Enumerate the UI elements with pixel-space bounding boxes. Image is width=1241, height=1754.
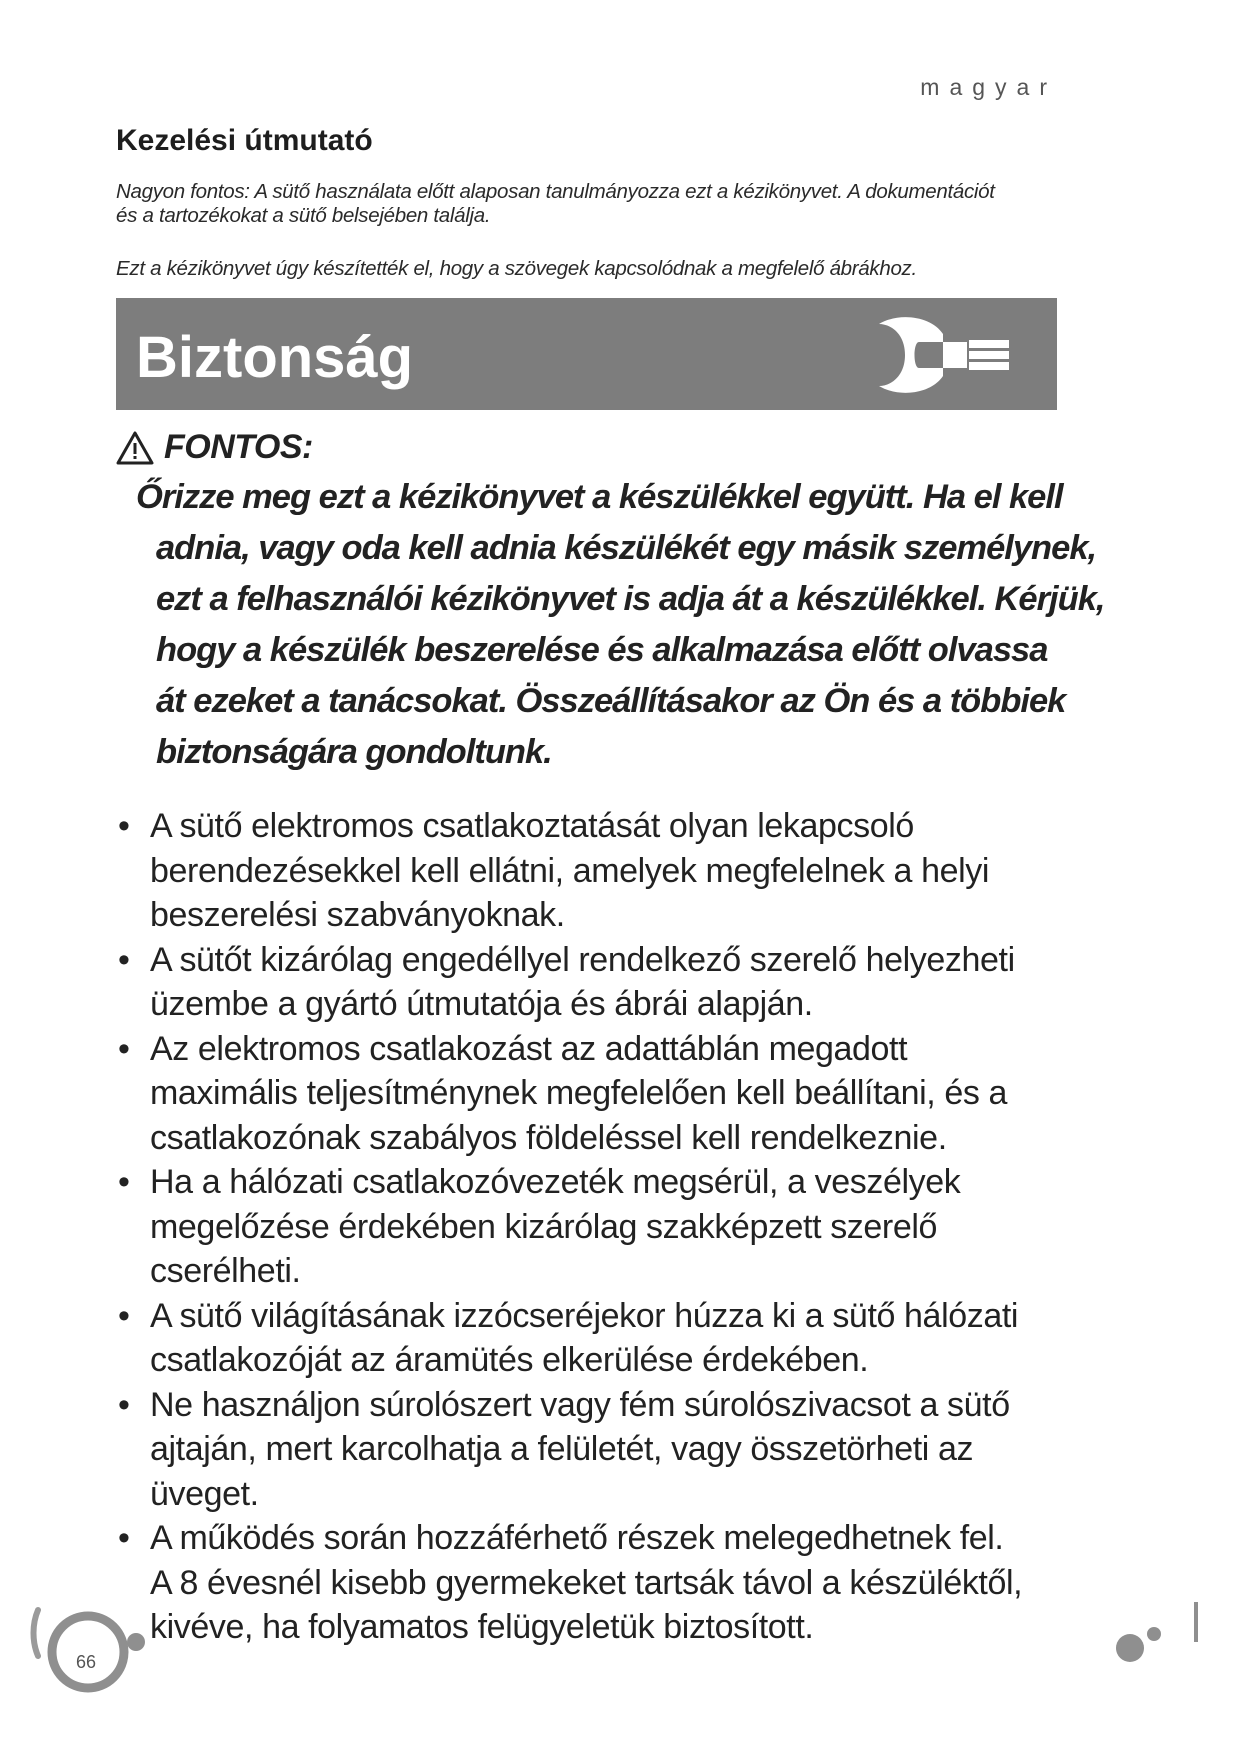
safety-bullet-list (116, 804, 1076, 1650)
bullet-line: beszerelési szabványoknak. (150, 896, 565, 934)
bullet-line: berendezésekkel kell ellátni, amelyek megfelelnek a helyi (150, 851, 990, 890)
intro-line-1: Nagyon fontos: A sütő használata előtt alaposan tanulmányozza ezt a kézikönyvet. A dokumentációt (116, 180, 995, 203)
intro-paragraph-2: Ezt a kézikönyvet úgy készítették el, hogy a szövegek kapcsolódnak a megfelelő ábrákhoz. (116, 257, 917, 280)
bullet-item (116, 1160, 1076, 1294)
safety-banner (116, 298, 1057, 410)
bullet-line: Ha a hálózati csatlakozóvezeték megsérül, a veszélyek (150, 1163, 961, 1201)
bullet-line: A 8 évesnél kisebb gyermekeket tartsák távol a készüléktől, (150, 1563, 1023, 1602)
bullet-line: csatlakozónak szabályos földeléssel kell rendelkeznie. (150, 1118, 947, 1157)
important-line: hogy a készülék beszerelése és alkalmazása előtt olvassa (156, 631, 1048, 669)
important-line: biztonságára gondoltunk. (156, 733, 552, 771)
important-line: adnia, vagy oda kell adnia készülékét egy másik személynek, (156, 529, 1097, 567)
bullet-line: megelőzése érdekében kizárólag szakképzett szerelő (150, 1207, 938, 1246)
bullet-line: cserélheti. (150, 1252, 301, 1290)
bullet-item (116, 1294, 1076, 1383)
page-number: 66 (76, 1652, 97, 1672)
bullet-line: A sütőt kizárólag engedéllyel rendelkező szerelő helyezheti (150, 940, 1015, 979)
bullet-line: A sütő elektromos csatlakoztatását olyan lekapcsoló (150, 807, 914, 845)
bullet-line: maximális teljesítménynek megfelelően kell beállítani, és a (150, 1074, 1008, 1112)
bullet-item (116, 1516, 1076, 1650)
bullet-item (116, 938, 1076, 1027)
important-text (136, 472, 1105, 778)
important-line: Őrizze meg ezt a kézikönyvet a készülékkel együtt. Ha el kell (136, 478, 1063, 516)
intro-paragraph-1 (116, 180, 1066, 228)
section-title: Kezelési útmutató (116, 124, 373, 157)
bullet-dot: • (118, 807, 130, 845)
bullet-dot: • (118, 1519, 130, 1557)
important-line: ezt a felhasználói kézikönyvet is adja át a készülékkel. Kérjük, (156, 580, 1105, 618)
bullet-line: üveget. (150, 1474, 259, 1513)
wrench-icon (869, 312, 1019, 398)
bullet-item (116, 1383, 1076, 1517)
language-label: magyar (920, 74, 1057, 100)
bullet-line: üzembe a gyártó útmutatója és ábrái alapján. (150, 985, 813, 1023)
bullet-line: A sütő világításának izzócseréjekor húzza ki a sütő hálózati (150, 1296, 1019, 1335)
bullet-dot: • (118, 1029, 130, 1068)
important-heading (116, 428, 313, 467)
bullet-dot: • (118, 1163, 130, 1201)
decorative-circles-right (1110, 1600, 1200, 1680)
bullet-dot: • (118, 940, 130, 979)
banner-title: Biztonság (136, 325, 414, 390)
bullet-dot: • (118, 1385, 130, 1424)
bullet-line: ajtaján, mert karcolhatja a felületét, vagy összetörheti az (150, 1430, 974, 1468)
bullet-line: kivéve, ha folyamatos felügyeletük biztosított. (150, 1608, 814, 1646)
bullet-line: Ne használjon súrolószert vagy fém súrolószivacsot a sütő (150, 1385, 1010, 1424)
bullet-line: Az elektromos csatlakozást az adattáblán megadott (150, 1029, 908, 1068)
bullet-item (116, 1027, 1076, 1161)
warning-icon (116, 431, 154, 465)
bullet-line: A működés során hozzáférhető részek melegedhetnek fel. (150, 1519, 1004, 1557)
bullet-item (116, 804, 1076, 938)
decorative-circles-left (30, 1590, 160, 1700)
important-line: át ezeket a tanácsokat. Összeállításakor az Ön és a többiek (156, 682, 1066, 720)
bullet-line: csatlakozóját az áramütés elkerülése érdekében. (150, 1341, 869, 1379)
intro-line-2: és a tartozékokat a sütő belsejében találja. (116, 204, 491, 227)
bullet-dot: • (118, 1296, 130, 1335)
important-label: FONTOS: (164, 428, 313, 466)
